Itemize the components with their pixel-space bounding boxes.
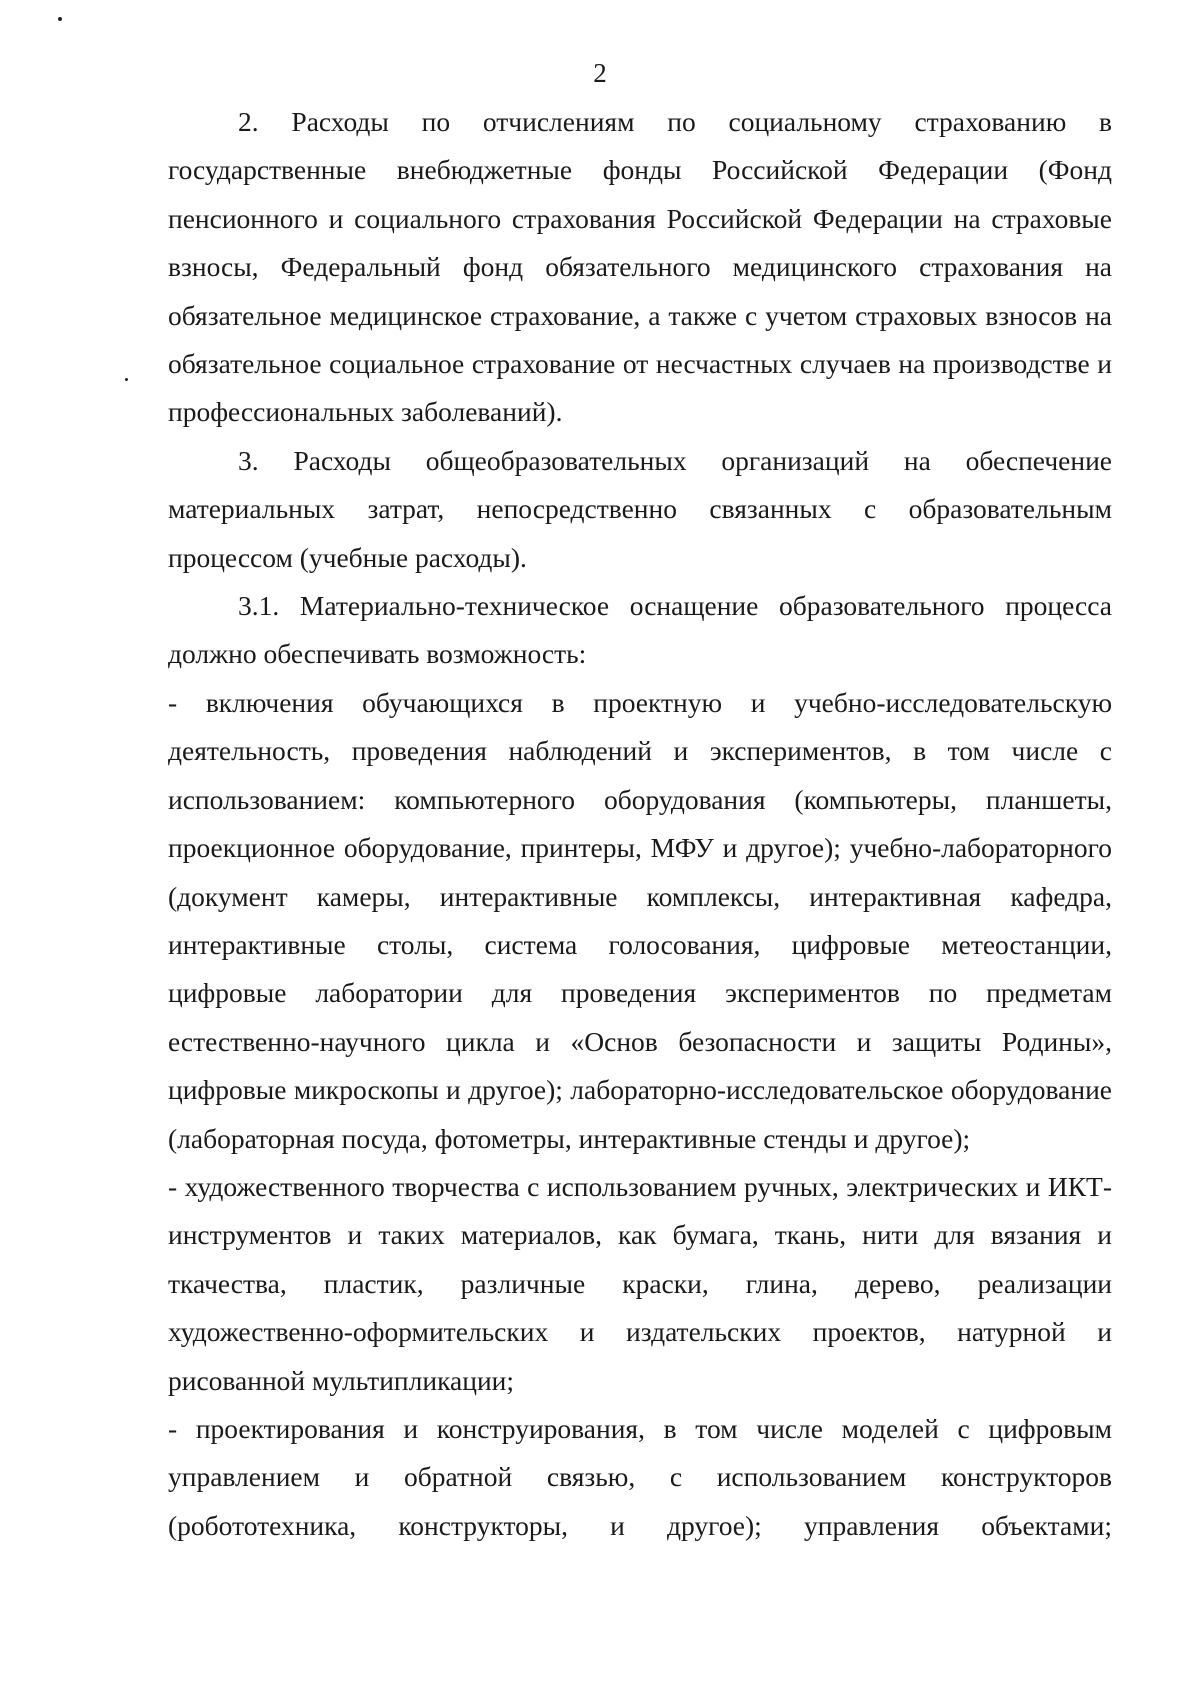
list-item-design: - проектирования и конструирования, в том числе моделей с цифровым управлением и обратной связью, с использованием конструкторов (робототехника, конструкторы, и другое); управления объектами;	[168, 1412, 1112, 1541]
page-number: 2	[593, 58, 607, 88]
paragraph-equipment-intro: 3.1. Материально-техническое оснащение образовательного процесса должно обеспечивать возможность:	[168, 590, 1112, 670]
list-item-research: - включения обучающихся в проектную и учебно-исследовательскую деятельность, проведения наблюдений и экспериментов, в том числе с использованием: компьютерного оборудования (компьютеры, планшеты, проекционное оборудование, принтеры, МФУ и другое); учебно-лабораторного (документ камеры, интерактивные комплексы, интерактивная кафедра, интерактивные столы, система голосования, цифровые метеостанции, цифровые лаборатории для проведения экспериментов по предметам естественно-научного цикла и «Основ безопасности и защиты Родины», цифровые микроскопы и другое); лабораторно-исследовательское оборудование (лабораторная посуда, фотометры, интерактивные стенды и другое);	[168, 686, 1112, 1154]
paragraph-social-insurance: 2. Расходы по отчислениям по социальному страхованию в государственные внебюджетные фонды Российской Федерации (Фонд пенсионного и социального страхования Российской Федерации на страховые взносы, Федеральный фонд обязательного медицинского страхования на обязательное медицинское страхование, а также с учетом страховых взносов на обязательное социальное страхование от несчастных случаев на производстве и профессиональных заболеваний).	[168, 106, 1112, 428]
list-item-art: - художественного творчества с использованием ручных, электрических и ИКТ-инструментов и таких материалов, как бумага, ткань, нити для вязания и ткачества, пластик, различные краски, глина, дерево, реализации художественно-оформительских и издательских проектов, натурной и рисованной мультипликации;	[168, 1170, 1112, 1396]
scan-speck	[125, 378, 128, 381]
document-body	[168, 98, 1112, 1550]
paragraph-educational-expenses: 3. Расходы общеобразовательных организаций на обеспечение материальных затрат, непосредственно связанных с образовательным процессом (учебные расходы).	[168, 444, 1112, 573]
scan-speck	[58, 17, 62, 21]
